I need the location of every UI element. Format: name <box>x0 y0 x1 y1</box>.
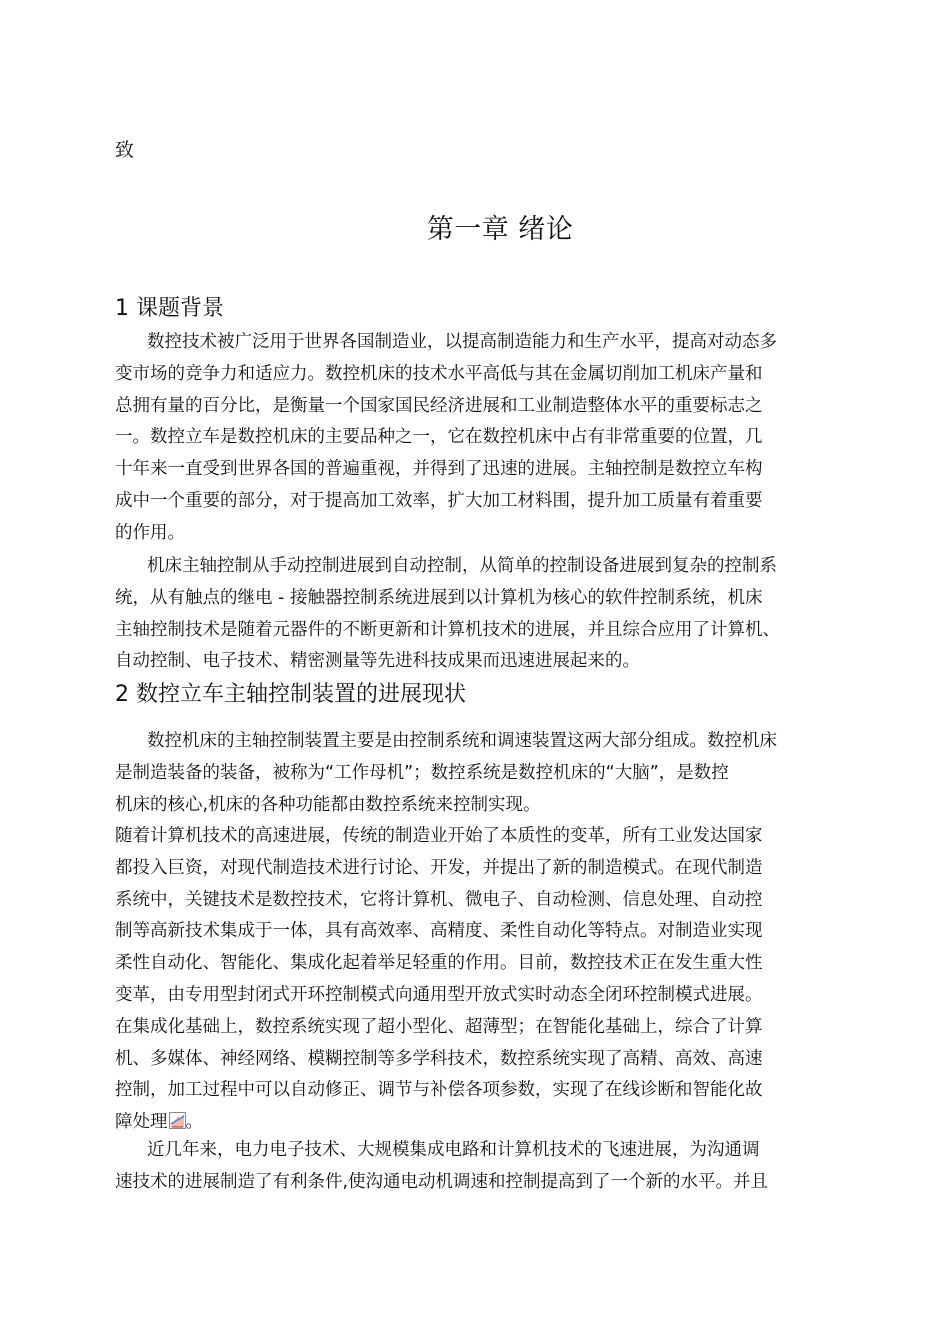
text-line: 数控技术被广泛用于世界各国制造业，以提高制造能力和生产水平，提高对动态多 <box>147 332 777 352</box>
section-heading-status: 2 数控立车主轴控制装置的进展现状 <box>115 682 466 707</box>
section-heading-background: 1 课题背景 <box>115 296 224 321</box>
text-line: 变革，由专用型封闭式开环控制模式向通用型开放式实时动态全闭环控制模式进展。 <box>115 984 763 1005</box>
text-line: 随着计算机技术的高速进展，传统的制造业开始了本质性的变革，所有工业发达国家 <box>115 826 763 846</box>
text-line: 成中一个重要的部分，对于提高加工效率，扩大加工材料围，提升加工质量有着重要 <box>115 490 763 511</box>
text-line: 统，从有触点的继电 - 接触器控制系统进展到以计算机为核心的软件控制系统，机床 <box>115 587 763 608</box>
text-line: 是制造装备的装备，被称为“工作母机”；数控系统是数控机床的“大脑”，是数控 <box>115 762 729 783</box>
text-line: 自动控制、电子技术、精密测量等先进科技成果而迅速进展起来的。 <box>115 651 640 672</box>
text-line: 系统中，关键技术是数控技术，它将计算机、微电子、自动检测、信息处理、自动控 <box>115 889 763 910</box>
text-line: 柔性自动化、智能化、集成化起着举足轻重的作用。目前，数控技术正在发生重大性 <box>115 953 763 974</box>
text-line: 机床的核心,机床的各种功能都由数控系统来控制实现。 <box>115 794 541 815</box>
page-fragment-text: 致 <box>115 139 135 161</box>
text-fragment: 。 <box>185 1112 203 1133</box>
text-line: 数控机床的主轴控制装置主要是由控制系统和调速装置这两大部分组成。数控机床 <box>147 731 777 751</box>
text-line: 近几年来，电力电子技术、大规模集成电路和计算机技术的飞速进展，为沟通调 <box>147 1140 760 1160</box>
paragraph-status-2 <box>115 821 845 1139</box>
text-fragment: 障处理 <box>115 1112 168 1133</box>
text-line: 控制，加工过程中可以自动修正、调节与补偿各项参数，实现了在线诊断和智能化故 <box>115 1080 763 1101</box>
text-line: 变市场的竞争力和适应力。数控机床的技术水平高低与其在金属切削加工机床产量和 <box>115 363 763 384</box>
broken-image-icon <box>169 1109 186 1126</box>
paragraph-status-3 <box>115 1135 845 1199</box>
text-line: 总拥有量的百分比，是衡量一个国家国民经济进展和工业制造整体水平的重要标志之 <box>115 395 763 416</box>
text-line: 机、多媒体、神经网络、模糊控制等多学科技术，数控系统实现了高精、高效、高速 <box>115 1048 763 1069</box>
text-line: 制等高新技术集成于一体，具有高效率、高精度、柔性自动化等特点。对制造业实现 <box>115 921 763 942</box>
text-line: 机床主轴控制从手动控制进展到自动控制，从简单的控制设备进展到复杂的控制系 <box>147 556 777 576</box>
text-line: 主轴控制技术是随着元器件的不断更新和计算机技术的进展，并且综合应用了计算机、 <box>115 619 780 640</box>
paragraph-status-1 <box>115 726 845 821</box>
text-line: 十年来一直受到世界各国的普遍重视，并得到了迅速的进展。主轴控制是数控立车构 <box>115 459 763 480</box>
paragraph-background-1 <box>115 327 845 550</box>
chapter-title: 第一章 绪论 <box>426 214 574 245</box>
text-line: 的作用。 <box>115 522 185 543</box>
text-line: 速技术的进展制造了有利条件,使沟通电动机调速和控制提高到了一个新的水平。并且 <box>115 1171 769 1192</box>
text-line: 一。数控立车是数控机床的主要品种之一，它在数控机床中占有非常重要的位置，几 <box>115 427 763 448</box>
paragraph-background-2 <box>115 551 845 678</box>
text-line: 都投入巨资，对现代制造技术进行讨论、开发，并提出了新的制造模式。在现代制造 <box>115 857 763 878</box>
text-line: 在集成化基础上，数控系统实现了超小型化、超薄型；在智能化基础上，综合了计算 <box>115 1016 763 1037</box>
